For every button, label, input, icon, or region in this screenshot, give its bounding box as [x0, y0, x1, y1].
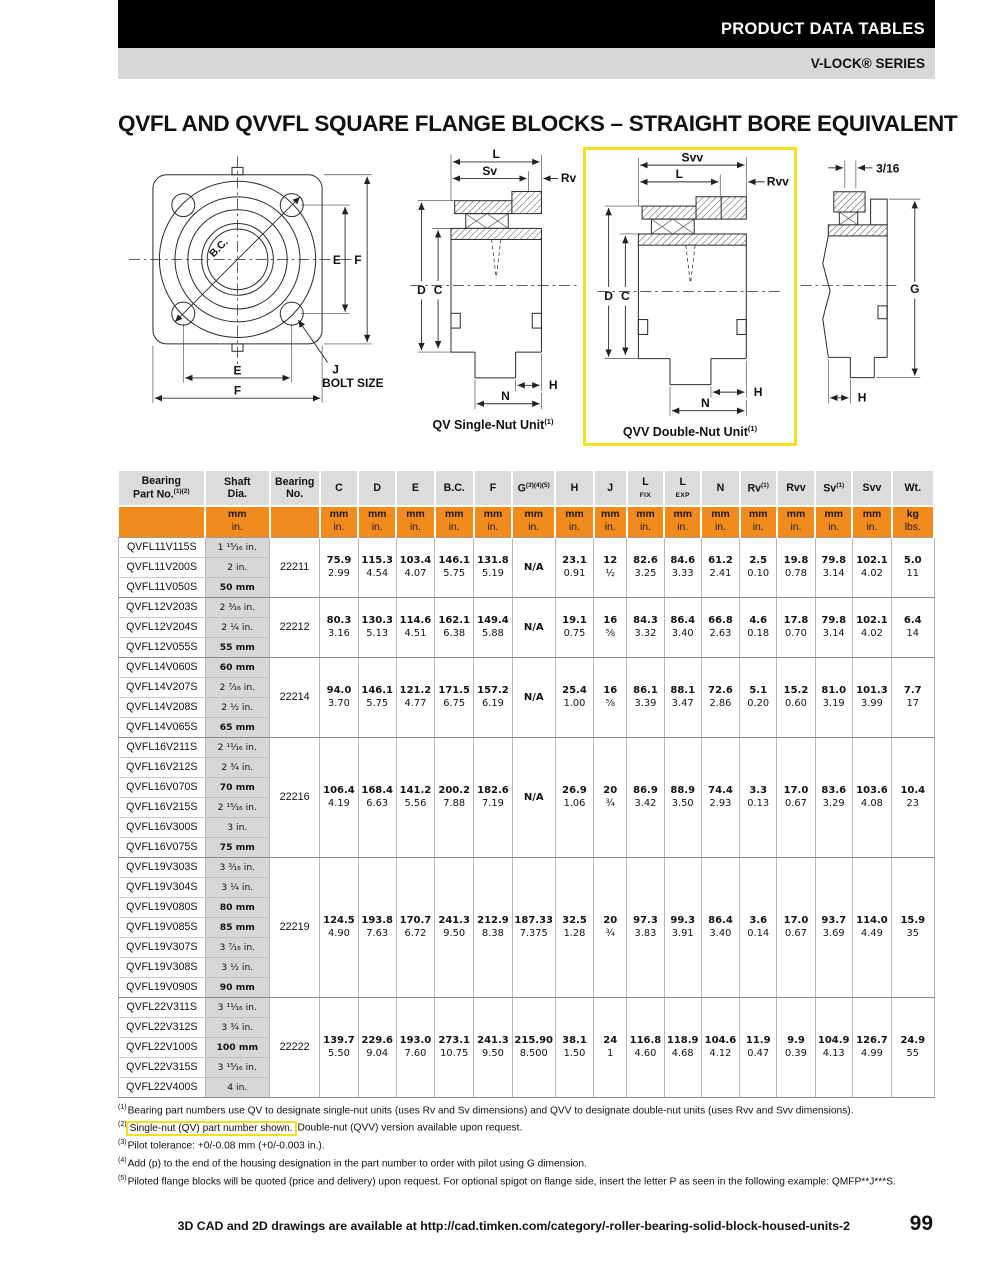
- cell-Svv: 126.7 4.99: [852, 997, 891, 1097]
- cell-part: QVFL11V050S: [119, 577, 206, 597]
- cell-Sv: 81.0 3.19: [815, 657, 852, 737]
- cell-Sv: 79.8 3.14: [815, 537, 852, 597]
- cell-Rv: 5.1 0.20: [740, 657, 777, 737]
- dim-svv: Svv: [681, 152, 704, 165]
- diagram-front-view: [118, 147, 403, 425]
- cell-Lexp: 88.9 3.50: [664, 737, 701, 857]
- cell-part: QVFL16V300S: [119, 817, 206, 837]
- cell-part: QVFL16V212S: [119, 757, 206, 777]
- dim-h: H: [857, 390, 867, 405]
- cell-shaft: 90 mm: [205, 977, 269, 997]
- cell-E: 193.0 7.60: [396, 997, 434, 1097]
- cell-shaft: 60 mm: [205, 657, 269, 677]
- cell-BC: 171.5 6.75: [435, 657, 474, 737]
- col-Svv: Svv: [852, 471, 891, 506]
- cell-F: 149.4 5.88: [474, 597, 512, 657]
- cell-G: N/A: [512, 537, 555, 597]
- cell-shaft: 100 mm: [205, 1037, 269, 1057]
- cell-part: QVFL22V311S: [119, 997, 206, 1017]
- cell-F: 157.2 6.19: [474, 657, 512, 737]
- col-H: H: [555, 471, 593, 506]
- cell-G: N/A: [512, 597, 555, 657]
- unit-Sv: mm in.: [815, 506, 852, 537]
- cell-shaft: 2 ¹⁵⁄₁₆ in.: [205, 797, 269, 817]
- unit-E: mm in.: [396, 506, 434, 537]
- cell-shaft: 2 ½ in.: [205, 697, 269, 717]
- dim-n: N: [700, 396, 710, 410]
- cell-G: N/A: [512, 657, 555, 737]
- cell-shaft: 50 mm: [205, 577, 269, 597]
- unit-shaft: mm in.: [205, 506, 269, 537]
- cell-shaft: 2 ¼ in.: [205, 617, 269, 637]
- cell-shaft: 55 mm: [205, 637, 269, 657]
- unit-Lfix: mm in.: [627, 506, 664, 537]
- unit-Rvv: mm in.: [777, 506, 815, 537]
- cell-shaft: 3 in.: [205, 817, 269, 837]
- cell-part: QVFL19V090S: [119, 977, 206, 997]
- cell-bearing-no: 22216: [270, 737, 320, 857]
- unit-F: mm in.: [474, 506, 512, 537]
- cell-shaft: 3 ½ in.: [205, 957, 269, 977]
- cell-part: QVFL16V215S: [119, 797, 206, 817]
- footnote: $^{(5)}$Piloted flange blocks will be quoted (price and delivery) upon request. For optional spigot on flange side, insert the letter P as seen in the following example: QMFP**J***S.: [118, 1174, 896, 1187]
- cell-F: 212.9 8.38: [474, 857, 512, 997]
- cell-G: 215.90 8.500: [512, 997, 555, 1097]
- cell-Lexp: 88.1 3.47: [664, 657, 701, 737]
- cell-shaft: 2 ⁷⁄₁₆ in.: [205, 677, 269, 697]
- unit-BC: mm in.: [435, 506, 474, 537]
- j-label: J: [332, 362, 339, 377]
- cell-D: 193.8 7.63: [358, 857, 396, 997]
- cell-C: 80.3 3.16: [320, 597, 358, 657]
- table-head: [119, 471, 935, 537]
- col-Wt: Wt.: [892, 471, 934, 506]
- dim-g: G: [910, 281, 920, 296]
- page-number: 99: [909, 1212, 933, 1235]
- col-Lexp: L EXP: [664, 471, 701, 506]
- unit-Wt: kg lbs.: [892, 506, 934, 537]
- cell-Svv: 102.1 4.02: [852, 597, 891, 657]
- cell-Rv: 3.3 0.13: [740, 737, 777, 857]
- cell-part: QVFL16V075S: [119, 837, 206, 857]
- col-E: E: [396, 471, 434, 506]
- diagram-row: [118, 147, 935, 465]
- cell-J: 20 ¾: [594, 737, 627, 857]
- qv-drawing: [403, 147, 583, 415]
- qvv-drawing: [590, 152, 790, 422]
- cell-part: QVFL22V100S: [119, 1037, 206, 1057]
- cell-H: 32.5 1.28: [555, 857, 593, 997]
- front-view-drawing: [118, 147, 403, 425]
- dim-l: L: [492, 147, 500, 162]
- bolt-size-label: BOLT SIZE: [322, 376, 384, 391]
- cell-shaft: 85 mm: [205, 917, 269, 937]
- cell-BC: 146.1 5.75: [435, 537, 474, 597]
- cell-N: 86.4 3.40: [701, 857, 739, 997]
- unit-D: mm in.: [358, 506, 396, 537]
- cell-J: 12 ½: [594, 537, 627, 597]
- col-shaft: Shaft Dia.: [205, 471, 269, 506]
- dim-n: N: [501, 389, 510, 404]
- cell-D: 168.4 6.63: [358, 737, 396, 857]
- cell-shaft: 2 in.: [205, 557, 269, 577]
- cell-Sv: 104.9 4.13: [815, 997, 852, 1097]
- cell-part: QVFL19V308S: [119, 957, 206, 977]
- cell-D: 146.1 5.75: [358, 657, 396, 737]
- dim-sv: Sv: [482, 163, 498, 178]
- cell-Rvv: 15.2 0.60: [777, 657, 815, 737]
- cell-BC: 200.2 7.88: [435, 737, 474, 857]
- cell-Lexp: 118.9 4.68: [664, 997, 701, 1097]
- cell-H: 26.9 1.06: [555, 737, 593, 857]
- cell-Wt: 15.9 35: [892, 857, 934, 997]
- dim-c: C: [433, 282, 443, 297]
- cell-F: 182.6 7.19: [474, 737, 512, 857]
- cell-E: 114.6 4.51: [396, 597, 434, 657]
- dim-c: C: [620, 289, 630, 304]
- footer-note: 3D CAD and 2D drawings are available at http://cad.timken.com/category/-roller-bearing-solid-block-housed-units-2: [177, 1219, 850, 1233]
- cell-shaft: 2 ³⁄₁₆ in.: [205, 597, 269, 617]
- header-title: PRODUCT DATA TABLES: [721, 20, 925, 38]
- col-Lfix: L FIX: [627, 471, 664, 506]
- diagram-qvv-section: [583, 147, 797, 446]
- col-BC: B.C.: [435, 471, 474, 506]
- cell-part: QVFL16V070S: [119, 777, 206, 797]
- diagram-pilot-section: [797, 147, 935, 415]
- cell-Lfix: 116.8 4.60: [627, 997, 664, 1097]
- cell-part: QVFL11V200S: [119, 557, 206, 577]
- cell-F: 241.3 9.50: [474, 997, 512, 1097]
- cell-G: N/A: [512, 737, 555, 857]
- cell-Sv: 79.8 3.14: [815, 597, 852, 657]
- cell-shaft: 65 mm: [205, 717, 269, 737]
- cell-bearing-no: 22219: [270, 857, 320, 997]
- cell-shaft: 70 mm: [205, 777, 269, 797]
- cell-Rvv: 17.0 0.67: [777, 857, 815, 997]
- footnotes: [118, 1102, 935, 1191]
- cell-F: 131.8 5.19: [474, 537, 512, 597]
- cell-D: 229.6 9.04: [358, 997, 396, 1097]
- dim-rv: Rv: [560, 171, 577, 186]
- dim-f-horizontal: F: [233, 383, 242, 398]
- cell-H: 23.1 0.91: [555, 537, 593, 597]
- cell-part: QVFL22V312S: [119, 1017, 206, 1037]
- dim-f-vertical: F: [354, 252, 362, 267]
- cell-part: QVFL19V080S: [119, 897, 206, 917]
- series-label: V-LOCK® SERIES: [810, 56, 925, 71]
- col-Sv: Sv$^{(1)}$: [815, 471, 852, 506]
- col-F: F: [474, 471, 512, 506]
- cell-E: 170.7 6.72: [396, 857, 434, 997]
- cell-N: 66.8 2.63: [701, 597, 739, 657]
- cell-part: QVFL19V304S: [119, 877, 206, 897]
- cell-H: 19.1 0.75: [555, 597, 593, 657]
- cell-part: QVFL22V315S: [119, 1057, 206, 1077]
- unit-Lexp: mm in.: [664, 506, 701, 537]
- cell-Lfix: 84.3 3.32: [627, 597, 664, 657]
- bc-label: B.C.: [207, 236, 231, 260]
- cell-C: 75.9 2.99: [320, 537, 358, 597]
- cell-E: 141.2 5.56: [396, 737, 434, 857]
- qv-caption: QV Single-Nut Unit$^{(1)}$: [432, 417, 554, 433]
- cell-D: 115.3 4.54: [358, 537, 396, 597]
- dim-rvv: Rvv: [766, 174, 789, 189]
- cell-E: 103.4 4.07: [396, 537, 434, 597]
- col-C: C: [320, 471, 358, 506]
- cell-shaft: 4 in.: [205, 1077, 269, 1097]
- page-footer: [118, 1212, 935, 1236]
- cell-BC: 273.1 10.75: [435, 997, 474, 1097]
- cell-C: 124.5 4.90: [320, 857, 358, 997]
- cell-J: 24 1: [594, 997, 627, 1097]
- cell-part: QVFL12V055S: [119, 637, 206, 657]
- cell-Rv: 4.6 0.18: [740, 597, 777, 657]
- cell-Lfix: 97.3 3.83: [627, 857, 664, 997]
- cell-Lfix: 86.1 3.39: [627, 657, 664, 737]
- cell-Svv: 102.1 4.02: [852, 537, 891, 597]
- cell-BC: 241.3 9.50: [435, 857, 474, 997]
- table-body: [119, 537, 935, 1097]
- cell-part: QVFL19V307S: [119, 937, 206, 957]
- cell-Rv: 3.6 0.14: [740, 857, 777, 997]
- unit-J: mm in.: [594, 506, 627, 537]
- cell-bearing-no: 22214: [270, 657, 320, 737]
- page-header-band: [118, 0, 935, 48]
- cell-part: QVFL11V115S: [119, 537, 206, 557]
- dim-d: D: [417, 282, 426, 297]
- col-D: D: [358, 471, 396, 506]
- unit-bearing: [270, 506, 320, 537]
- cell-shaft: 1 ¹⁵⁄₁₆ in.: [205, 537, 269, 557]
- col-Rvv: Rvv: [777, 471, 815, 506]
- cell-shaft: 75 mm: [205, 837, 269, 857]
- dim-d: D: [604, 289, 613, 304]
- cell-N: 74.4 2.93: [701, 737, 739, 857]
- cell-Rv: 11.9 0.47: [740, 997, 777, 1097]
- cell-part: QVFL14V207S: [119, 677, 206, 697]
- cell-N: 61.2 2.41: [701, 537, 739, 597]
- cell-C: 139.7 5.50: [320, 997, 358, 1097]
- cell-Svv: 103.6 4.08: [852, 737, 891, 857]
- cell-Lexp: 99.3 3.91: [664, 857, 701, 997]
- product-table: [118, 471, 935, 1098]
- cell-Rv: 2.5 0.10: [740, 537, 777, 597]
- footnote: $^{(4)}$Add (p) to the end of the housing designation in the part number to order with pilot using G dimension.: [118, 1156, 587, 1170]
- cell-shaft: 3 ⁷⁄₁₆ in.: [205, 937, 269, 957]
- col-N: N: [701, 471, 739, 506]
- cell-J: 16 ⅝: [594, 597, 627, 657]
- cell-Wt: 10.4 23: [892, 737, 934, 857]
- cell-bearing-no: 22222: [270, 997, 320, 1097]
- footnote: $^{(3)}$Pilot tolerance: +0/-0.08 mm (+0/-0.003 in.).: [118, 1139, 325, 1152]
- cell-N: 72.6 2.86: [701, 657, 739, 737]
- unit-G: mm in.: [512, 506, 555, 537]
- cell-shaft: 3 ³⁄₁₆ in.: [205, 857, 269, 877]
- cell-bearing-no: 22211: [270, 537, 320, 597]
- cell-part: QVFL22V400S: [119, 1077, 206, 1097]
- dim-h: H: [753, 384, 763, 399]
- dim-l: L: [675, 167, 683, 182]
- cell-bearing-no: 22212: [270, 597, 320, 657]
- footnote: $^{(1)}$Bearing part numbers use QV to designate single-nut units (uses Rv and Sv dimensions) and QVV to designate double-nut units (uses Rvv and Svv dimensions).: [118, 1103, 854, 1117]
- col-G: $G^{(3)(4)(5)}$: [512, 471, 555, 506]
- cell-Lexp: 86.4 3.40: [664, 597, 701, 657]
- cell-C: 94.0 3.70: [320, 657, 358, 737]
- page-title: QVFL AND QVVFL SQUARE FLANGE BLOCKS – STRAIGHT BORE EQUIVALENT: [118, 111, 958, 136]
- dim-e-horizontal: E: [233, 363, 242, 378]
- dim-3-16: 3/16: [876, 161, 900, 176]
- pilot-drawing: [797, 147, 935, 415]
- cell-Wt: 24.9 55: [892, 997, 934, 1097]
- unit-Rv: mm in.: [740, 506, 777, 537]
- cell-Wt: 5.0 11: [892, 537, 934, 597]
- cell-Svv: 101.3 3.99: [852, 657, 891, 737]
- unit-C: mm in.: [320, 506, 358, 537]
- cell-Lfix: 86.9 3.42: [627, 737, 664, 857]
- unit-H: mm in.: [555, 506, 593, 537]
- cell-shaft: 3 ¾ in.: [205, 1017, 269, 1037]
- cell-Lexp: 84.6 3.33: [664, 537, 701, 597]
- cell-part: QVFL12V203S: [119, 597, 206, 617]
- cell-part: QVFL14V065S: [119, 717, 206, 737]
- qvv-caption: QVV Double-Nut Unit$^{(1)}$: [622, 424, 758, 440]
- cell-Svv: 114.0 4.49: [852, 857, 891, 997]
- cell-H: 38.1 1.50: [555, 997, 593, 1097]
- cell-Lfix: 82.6 3.25: [627, 537, 664, 597]
- diagram-qv-section: [403, 147, 583, 432]
- cell-Wt: 6.4 14: [892, 597, 934, 657]
- cell-Rvv: 17.8 0.70: [777, 597, 815, 657]
- cell-part: QVFL12V204S: [119, 617, 206, 637]
- series-band: [118, 48, 935, 79]
- cell-Rvv: 17.0 0.67: [777, 737, 815, 857]
- unit-N: mm in.: [701, 506, 739, 537]
- cell-part: QVFL14V060S: [119, 657, 206, 677]
- cell-shaft: 2 ¾ in.: [205, 757, 269, 777]
- cell-Sv: 83.6 3.29: [815, 737, 852, 857]
- cell-Rvv: 19.8 0.78: [777, 537, 815, 597]
- unit-Svv: mm in.: [852, 506, 891, 537]
- cell-C: 106.4 4.19: [320, 737, 358, 857]
- cell-E: 121.2 4.77: [396, 657, 434, 737]
- cell-N: 104.6 4.12: [701, 997, 739, 1097]
- cell-J: 20 ¾: [594, 857, 627, 997]
- cell-G: 187.33 7.375: [512, 857, 555, 997]
- col-Rv: Rv$^{(1)}$: [740, 471, 777, 506]
- cell-Rvv: 9.9 0.39: [777, 997, 815, 1097]
- cell-BC: 162.1 6.38: [435, 597, 474, 657]
- footnote: $^{(2)}$ Single-nut (QV) part number shown. Double-nut (QVV) version available upon request.: [118, 1121, 523, 1134]
- cell-part: QVFL19V303S: [119, 857, 206, 877]
- unit-part: [119, 506, 206, 537]
- cell-D: 130.3 5.13: [358, 597, 396, 657]
- col-part: Bearing Part No.$^{(1)(2)}$: [119, 471, 206, 506]
- dim-e-vertical: E: [332, 252, 341, 267]
- dim-h: H: [548, 378, 558, 393]
- cell-J: 16 ⅝: [594, 657, 627, 737]
- cell-part: QVFL19V085S: [119, 917, 206, 937]
- cell-shaft: 3 ¹¹⁄₁₆ in.: [205, 997, 269, 1017]
- cell-part: QVFL16V211S: [119, 737, 206, 757]
- cell-Sv: 93.7 3.69: [815, 857, 852, 997]
- cell-part: QVFL14V208S: [119, 697, 206, 717]
- col-bearing: Bearing No.: [270, 471, 320, 506]
- cell-shaft: 2 ¹¹⁄₁₆ in.: [205, 737, 269, 757]
- cell-Wt: 7.7 17: [892, 657, 934, 737]
- cell-shaft: 3 ¹⁵⁄₁₆ in.: [205, 1057, 269, 1077]
- cell-shaft: 80 mm: [205, 897, 269, 917]
- cell-shaft: 3 ¼ in.: [205, 877, 269, 897]
- cell-H: 25.4 1.00: [555, 657, 593, 737]
- col-J: J: [594, 471, 627, 506]
